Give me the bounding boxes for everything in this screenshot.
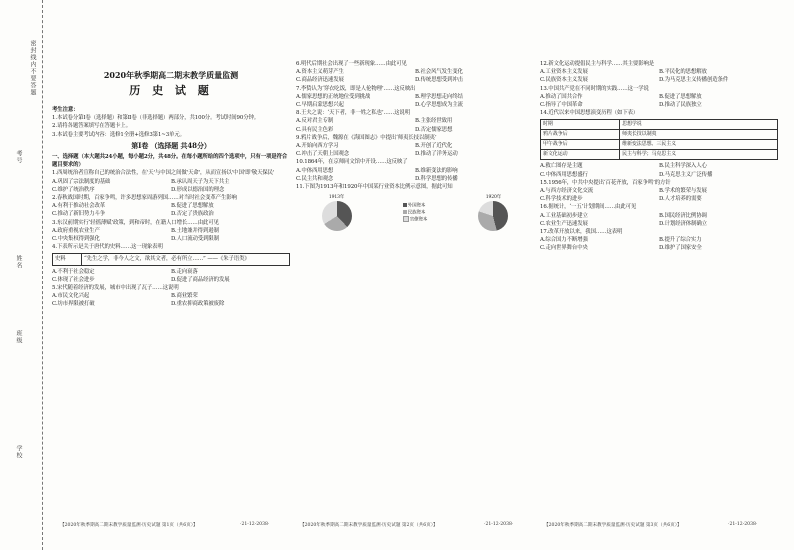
- option: C.推动了新旧势力斗争: [52, 211, 106, 218]
- option: B.理学思想走向终结: [415, 93, 463, 100]
- school-label: 学校: [15, 445, 22, 459]
- option: C.科学技术的进步: [540, 196, 583, 203]
- option: A.与西方经济文化交流: [540, 188, 594, 195]
- option: A.巩固了宗法制度的基础: [52, 178, 111, 185]
- option: C.民主共和观念: [296, 175, 334, 182]
- option: B.国民经济比例协调: [659, 212, 707, 219]
- table-header-cell: 思想学说: [620, 120, 778, 130]
- option: D.推动了民族独立: [659, 102, 702, 109]
- table-header-cell: 时期: [541, 120, 620, 130]
- question-stem: 5.宋代随着经济的发展，城市中出现了瓦子……这说明: [52, 285, 179, 292]
- option: C.早期启蒙思想兴起: [296, 102, 344, 109]
- pie-group-1920: [478, 195, 508, 231]
- table-cell: 新文化运动: [541, 150, 620, 160]
- option: C.体现了社会进步: [52, 276, 95, 283]
- question-15: [540, 179, 778, 204]
- option: D.否定儒家思想: [415, 126, 453, 133]
- note-item: 1.本试卷分第Ⅰ卷（选择题）和第Ⅱ卷（非选择题）两部分，共100分。考试时间90分钟。: [52, 115, 260, 122]
- page-code: ·21-12-2038·: [728, 522, 758, 527]
- option: B.平民化的思想解放: [659, 69, 707, 76]
- source-quote-box: [52, 253, 290, 265]
- option: C.中体西用思想盛行: [540, 171, 588, 178]
- question-stem: 13.中国共产党在不同时期的实践……这一学说: [540, 85, 649, 92]
- pie-chart-1920: [478, 201, 508, 231]
- option: D.为马克思主义传播创造条件: [659, 77, 729, 84]
- question-7: [296, 85, 534, 110]
- page-column-3: [540, 60, 778, 253]
- option: B.走向衰落: [171, 268, 198, 275]
- exam-no-label: 考号: [15, 150, 22, 164]
- option: A.市民文化兴起: [52, 293, 90, 300]
- option: B.民主科学深入人心: [659, 163, 707, 170]
- option: A.有利于推动社会改革: [52, 203, 106, 210]
- option: B.开创了近代化: [415, 143, 453, 150]
- question-stem: 8.王夫之说：‘天下者，非一姓之私也’……这说明: [296, 110, 410, 117]
- option: D.马克思主义广泛传播: [659, 171, 713, 178]
- option: A.工业基础初步建立: [540, 212, 588, 219]
- option: D.重农抑商政策被废除: [171, 301, 225, 308]
- option: B.维新变法的影响: [415, 167, 458, 174]
- option: C.维护了统治秩序: [52, 186, 95, 193]
- question-10: [296, 158, 534, 183]
- option: D.维护了国家安全: [659, 245, 702, 252]
- page-column-1: [52, 106, 290, 309]
- question-stem: 2.春秋战国时期，百家争鸣，许多思想家周游列国……对当时社会变革产生影响: [52, 195, 237, 202]
- question-1: [52, 169, 290, 194]
- option: A.推动了国共合作: [540, 93, 583, 100]
- option: A.反对君主专制: [296, 118, 334, 125]
- option: D.人才培养的需要: [659, 196, 702, 203]
- question-stem: 6.明代后期社会出现了一些新现象……由此可见: [296, 61, 407, 67]
- option: D.否定了贵族政治: [171, 211, 214, 218]
- class-label: 班级: [15, 330, 22, 344]
- option: B.学术的繁荣与发展: [659, 188, 707, 195]
- question-16: [540, 203, 778, 228]
- table-header-row: [541, 120, 778, 130]
- option: B.承认周天子为天下共主: [171, 178, 230, 185]
- question-stem: 17.改革开放以来，我国……这表明: [540, 229, 623, 236]
- option: A.资本主义萌芽产生: [296, 69, 344, 76]
- exam-title: 2020年秋季期高二期末教学质量监测: [103, 70, 239, 80]
- option: D.计划经济体制确立: [659, 220, 707, 227]
- question-stem: 15.1956年，中共中央提出‘百花齐放，百家争鸣’的方针: [540, 179, 671, 186]
- legend-item: 官僚资本: [409, 217, 428, 223]
- name-label: 姓名: [15, 255, 22, 269]
- option: B.社会风气发生变化: [415, 69, 463, 76]
- question-8: [296, 109, 534, 134]
- pie-legend: [403, 203, 428, 224]
- question-5: [52, 284, 290, 309]
- option: A.综合国力不断增强: [540, 237, 588, 244]
- question-4: [52, 243, 290, 284]
- option: C.中央集权得到强化: [52, 236, 100, 243]
- page-footer: 【2020年秋季期高二期末教学质量监测·历史试题 第3页（共6页）】: [544, 523, 682, 528]
- pie-year-label: 1913年: [328, 195, 345, 201]
- pie-group-1913: [322, 195, 352, 231]
- pie-year-label: 1920年: [485, 195, 502, 201]
- question-stem: 7.李贽认为‘穿衣吃饭，即是人伦物理’……这反映出: [296, 85, 416, 92]
- legend-item: 外国资本: [407, 203, 426, 209]
- page-footer: 【2020年秋季期高二期末教学质量监测·历史试题 第1页（共6页）】: [60, 523, 198, 528]
- quote-label: 史料: [53, 254, 82, 264]
- question-6: [296, 60, 534, 85]
- page-code: ·21-12-2038·: [484, 522, 514, 527]
- question-12: [540, 60, 778, 85]
- option: B.提升了综合实力: [659, 237, 702, 244]
- option: A.工业资本主义发展: [540, 69, 588, 76]
- option: A.救亡图存是主题: [540, 163, 583, 170]
- table-row: [541, 150, 778, 160]
- option: C.坊市界限被打破: [52, 301, 95, 308]
- section-title: 第Ⅰ卷 （选择题 共48分）: [131, 140, 211, 150]
- table-cell: 维新变法思想、三民主义: [620, 140, 778, 150]
- option: D.科学思想的传播: [415, 175, 458, 182]
- page-footer: 【2020年秋季期高二期末教学质量监测·历史试题 第2页（共6页）】: [300, 523, 438, 528]
- question-9: [296, 134, 534, 159]
- option: D.传统思想受到冲击: [415, 77, 463, 84]
- option: C.商品经济迅速发展: [296, 77, 344, 84]
- option: B.土地兼并得到遏制: [171, 227, 219, 234]
- question-stem: 1.西周统治者宣称自己的统治合法性，在'天'与中国之间做'天命'，从而宣扬以'中国'即'敬天保民': [52, 170, 275, 177]
- question-stem: 14.近代以来中国思想演变历程（如下表）: [540, 110, 639, 117]
- quote-source: ——《朱子语类》: [207, 256, 250, 263]
- thought-table: [540, 119, 778, 160]
- question-stem: 9.鸦片战争后，魏源在《海国图志》中提出‘师夷长技以制夷’: [296, 134, 437, 141]
- option: D.促进了商品经济的发展: [171, 276, 230, 283]
- binding-margin: [0, 0, 43, 550]
- page-column-2: [296, 60, 534, 231]
- question-2: [52, 194, 290, 219]
- table-row: [541, 130, 778, 140]
- option: B.促进了思想解放: [659, 93, 702, 100]
- question-stem: 4.下表所示是关于唐代的史料……这一现象表明: [52, 244, 163, 251]
- option: A.政府重视农业生产: [52, 227, 100, 234]
- question-stem: 3.东汉前期实行‘轻徭薄赋’政策，到和帝时，在籍人口增长……由此可见: [52, 219, 219, 226]
- option: C.农业生产迅速发展: [540, 220, 588, 227]
- option: A.不利于社会稳定: [52, 268, 95, 275]
- legend-item: 民族资本: [407, 210, 426, 215]
- question-stem: 11.下图为1913年和1920年中国某行业资本比例示意图，据此可知: [296, 184, 453, 191]
- question-17: [540, 228, 778, 253]
- option: C.民族资本主义发展: [540, 77, 588, 84]
- subject-title: 历 史 试 题: [129, 84, 213, 97]
- pie-figure: [296, 195, 534, 231]
- section-instruction: 一、选择题（本大题共24小题，每小题2分，共48分。在每小题所给的四个选项中，只有一项是符合题目要求的）: [52, 154, 288, 169]
- question-13: [540, 85, 778, 110]
- option: B.促进了思想解放: [171, 203, 214, 210]
- pie-chart-1913: [322, 201, 352, 231]
- option: C.冲击了天朝上国观念: [296, 151, 350, 158]
- option: A.中体西用思想: [296, 167, 334, 174]
- option: C.指导了中国革命: [540, 102, 583, 109]
- table-cell: 甲午战争后: [541, 140, 620, 150]
- question-11: [296, 183, 534, 231]
- table-cell: 鸦片战争后: [541, 130, 620, 140]
- question-stem: 16.据统计，‘一五’计划期间……由此可见: [540, 204, 637, 211]
- option: B.主张经世致用: [415, 118, 453, 125]
- question-stem: 10.1864年，在京师同文馆中开设……这反映了: [296, 159, 408, 166]
- quote-text: “先生之学，非今人之文，欲其文者，必有所立……”: [84, 256, 206, 263]
- option: D.形成以德治国的理念: [171, 186, 225, 193]
- option: D.心学思想成为主流: [415, 102, 463, 109]
- option: A.开始向西方学习: [296, 143, 339, 150]
- table-cell: 师夷长技以制夷: [620, 130, 778, 140]
- notes-heading: 考生注意：: [52, 107, 79, 113]
- option: A.儒家思想的正统地位受到挑战: [296, 93, 371, 100]
- option: B.商业繁荣: [171, 293, 198, 300]
- question-stem: 12.新文化运动提倡民主与科学……其主要影响是: [540, 61, 655, 67]
- note-item: 3.本试卷主要考试内容：选修1全册+选修3第1~3单元。: [52, 131, 185, 138]
- option: C.走向世界舞台中央: [540, 245, 588, 252]
- question-14: [540, 109, 778, 179]
- option: C.具有民主色彩: [296, 126, 334, 133]
- note-item: 2.请将各题答案填写在答题卡上。: [52, 123, 132, 130]
- table-cell: 民主与科学；马克思主义: [620, 150, 778, 160]
- question-3: [52, 219, 290, 244]
- table-row: [541, 140, 778, 150]
- page-code: ·21-12-2038·: [240, 522, 270, 527]
- seal-line-note: 密封线内不要答题: [29, 40, 36, 96]
- option: D.人口流动受到限制: [171, 236, 219, 243]
- option: D.推动了洋务运动: [415, 151, 458, 158]
